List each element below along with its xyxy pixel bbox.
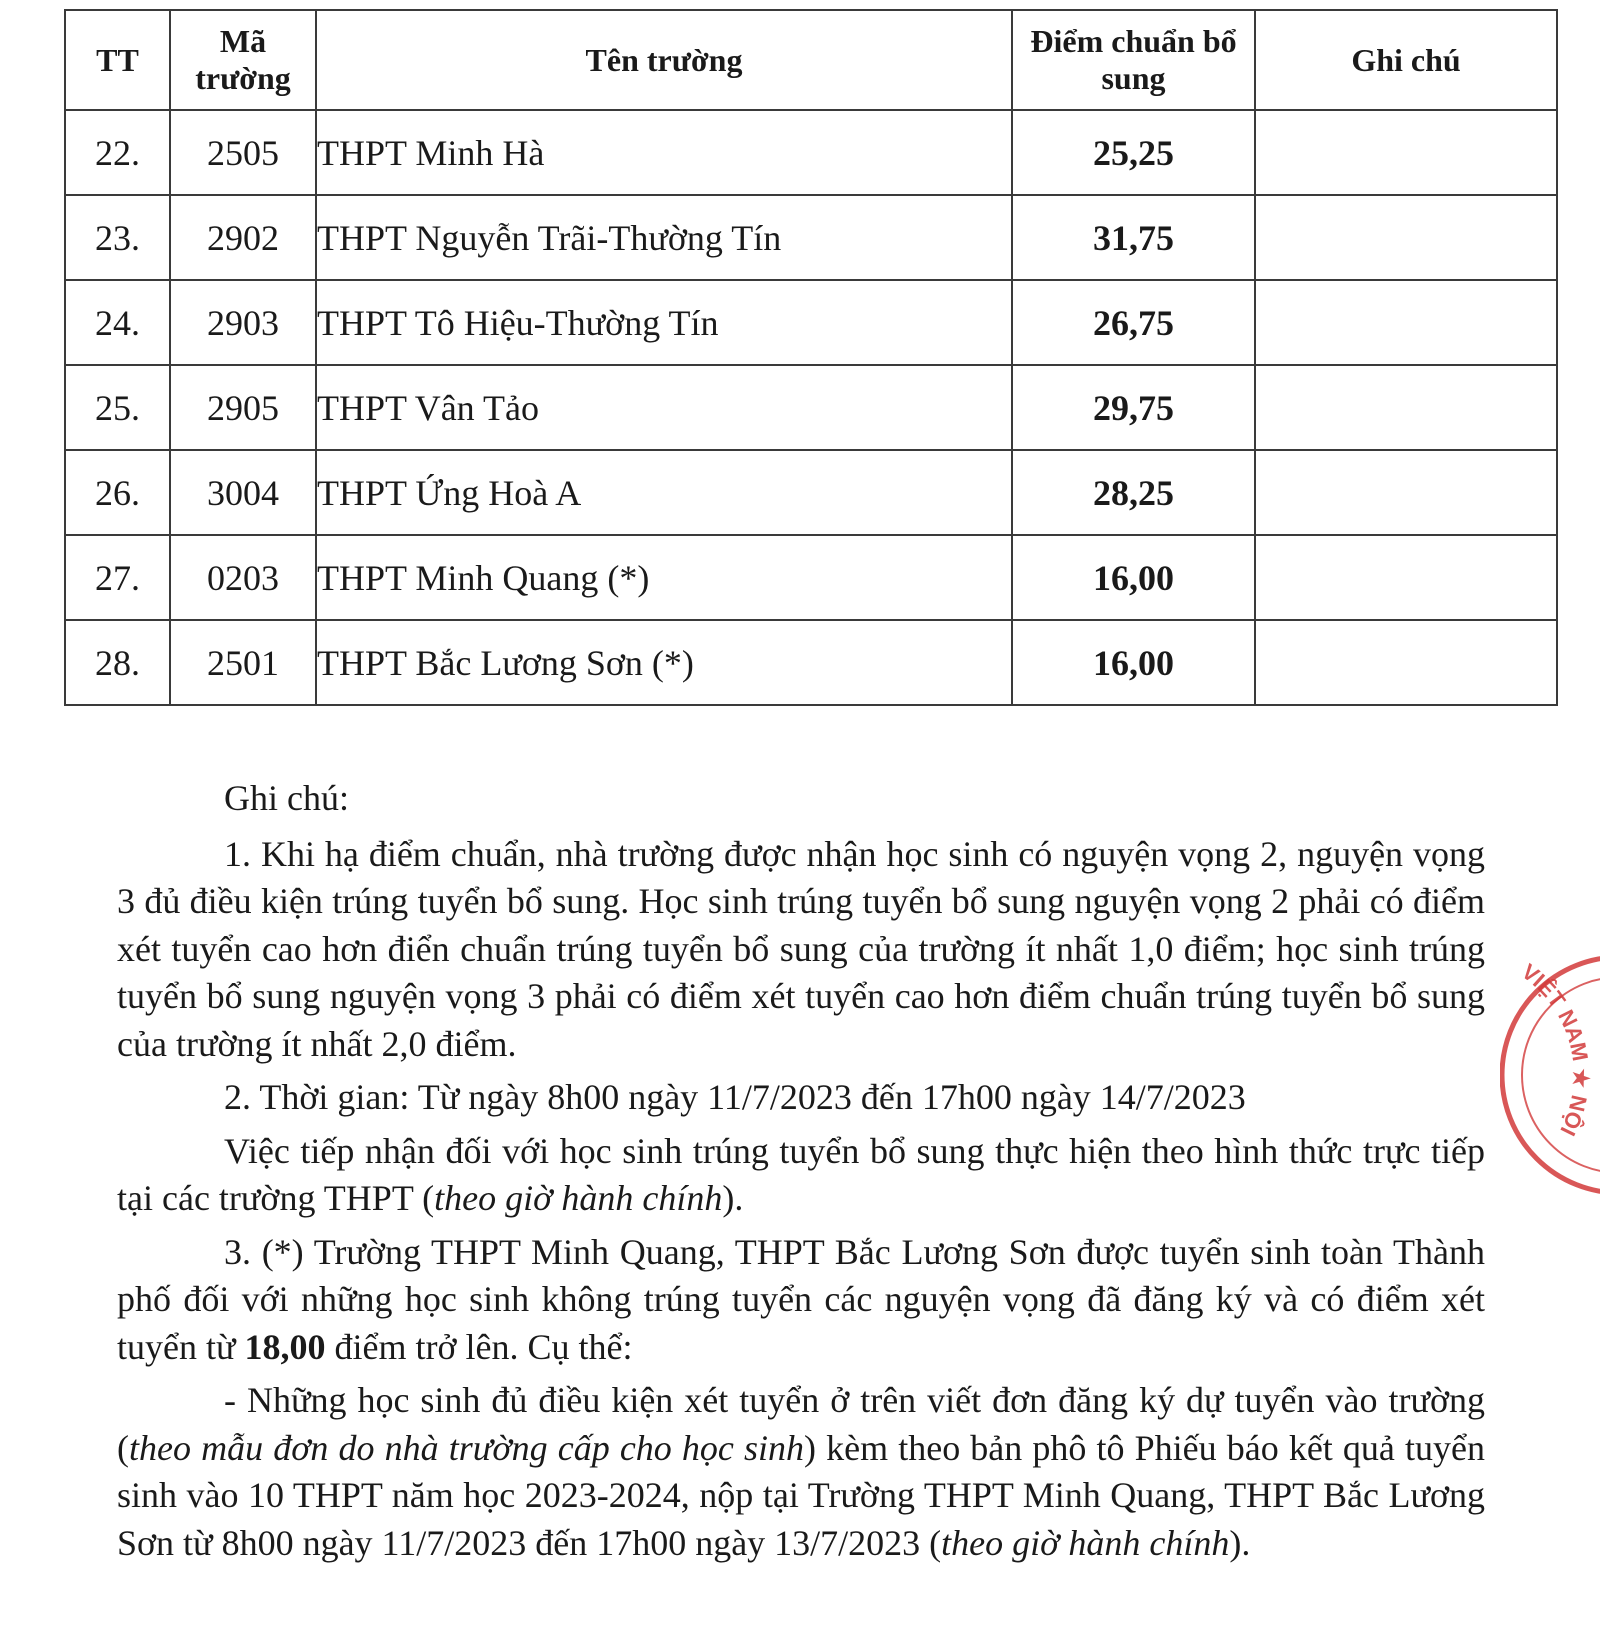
row-note [1255, 450, 1557, 535]
note-4-bold-score: 18,00 [244, 1326, 326, 1367]
header-additional-score: Điểm chuẩn bổ sung [1012, 10, 1255, 110]
row-school-code: 2505 [170, 110, 316, 195]
note-5-italic-2: theo giờ hành chính [941, 1522, 1230, 1563]
table-row [65, 195, 1557, 280]
row-score: 26,75 [1012, 280, 1255, 365]
row-note [1255, 110, 1557, 195]
table-row [65, 110, 1557, 195]
table-row [65, 365, 1557, 450]
row-tt: 26. [65, 450, 170, 535]
note-paragraph-3 [117, 1128, 1485, 1223]
table-row [65, 280, 1557, 365]
row-school-name: THPT Minh Quang (*) [316, 535, 1012, 620]
header-school-name: Tên trường [316, 10, 1012, 110]
note-4-end: điểm trở lên. Cụ thể: [325, 1326, 633, 1367]
row-score: 28,25 [1012, 450, 1255, 535]
row-school-name: THPT Ứng Hoà A [316, 450, 1012, 535]
row-note [1255, 280, 1557, 365]
table-row [65, 620, 1557, 705]
note-paragraph-5 [117, 1377, 1485, 1567]
row-tt: 25. [65, 365, 170, 450]
note-paragraph-4 [117, 1229, 1485, 1372]
table-row [65, 450, 1557, 535]
table-row [65, 535, 1557, 620]
header-note: Ghi chú [1255, 10, 1557, 110]
row-note [1255, 195, 1557, 280]
row-school-code: 2902 [170, 195, 316, 280]
note-5-end: ). [1229, 1522, 1251, 1563]
row-school-name: THPT Nguyễn Trãi-Thường Tín [316, 195, 1012, 280]
row-note [1255, 620, 1557, 705]
notes-title: Ghi chú: [224, 778, 349, 818]
row-tt: 24. [65, 280, 170, 365]
note-paragraph-2: 2. Thời gian: Từ ngày 8h00 ngày 11/7/2023 đến 17h00 ngày 14/7/2023 [224, 1077, 1246, 1117]
row-tt: 28. [65, 620, 170, 705]
row-note [1255, 365, 1557, 450]
row-school-code: 2905 [170, 365, 316, 450]
note-paragraph-1: 1. Khi hạ điểm chuẩn, nhà trường được nhận học sinh có nguyện vọng 2, nguyện vọng 3 đủ điều kiện trúng tuyển bổ sung. Học sinh trúng tuyển bổ sung nguyện vọng 2 phải có điểm xét tuyển cao hơn điển chuẩn trúng tuyển bổ sung của trường ít nhất 1,0 điểm; học sinh trúng tuyển bổ sung nguyện vọng 3 phải có điểm xét tuyển cao hơn điểm chuẩn trúng tuyển bổ sung của trường ít nhất 2,0 điểm. [117, 833, 1485, 1064]
note-5-italic-1: theo mẫu đơn do nhà trường cấp cho học sinh [129, 1427, 805, 1468]
row-school-code: 2903 [170, 280, 316, 365]
header-school-code: Mã trường [170, 10, 316, 110]
row-score: 29,75 [1012, 365, 1255, 450]
row-school-code: 2501 [170, 620, 316, 705]
row-tt: 23. [65, 195, 170, 280]
row-tt: 27. [65, 535, 170, 620]
row-school-name: THPT Vân Tảo [316, 365, 1012, 450]
row-school-name: THPT Tô Hiệu-Thường Tín [316, 280, 1012, 365]
note-5-text: - Những học sinh đủ điều kiện xét tuyển ở trên viết đơn đăng ký dự tuyển vào trường ( [117, 1380, 1485, 1468]
row-score: 31,75 [1012, 195, 1255, 280]
row-tt: 22. [65, 110, 170, 195]
row-school-name: THPT Bắc Lương Sơn (*) [316, 620, 1012, 705]
note-5-middle: ) kèm theo bản phô tô Phiếu báo kết quả tuyển sinh vào 10 THPT năm học 2023-2024, nộp tại Trường THPT Minh Quang, THPT Bắc Lương Sơn từ 8h00 ngày 11/7/2023 đến 17h00 ngày 13/7/2023 ( [117, 1427, 1485, 1563]
notes-section [117, 775, 1485, 1573]
row-school-code: 0203 [170, 535, 316, 620]
note-4-text: 3. (*) Trường THPT Minh Quang, THPT Bắc Lương Sơn được tuyển sinh toàn Thành phố đối với những học sinh không trúng tuyển các nguyện vọng đã đăng ký và có điểm xét tuyển từ [117, 1231, 1485, 1367]
note-3-end: ). [722, 1178, 744, 1218]
row-score: 16,00 [1012, 535, 1255, 620]
red-seal-stamp [1500, 945, 1600, 1205]
table-header-row [65, 10, 1557, 110]
row-score: 16,00 [1012, 620, 1255, 705]
row-school-name: THPT Minh Hà [316, 110, 1012, 195]
note-3-italic: theo giờ hành chính [434, 1178, 723, 1218]
row-note [1255, 535, 1557, 620]
admission-score-table [64, 9, 1558, 706]
stamp-text: VIỆT NAM ★ NỘI [1517, 958, 1594, 1140]
header-tt: TT [65, 10, 170, 110]
note-3-text: Việc tiếp nhận đối với học sinh trúng tuyển bổ sung thực hiện theo hình thức trực tiếp tại các trường THPT ( [117, 1130, 1485, 1218]
row-school-code: 3004 [170, 450, 316, 535]
row-score: 25,25 [1012, 110, 1255, 195]
